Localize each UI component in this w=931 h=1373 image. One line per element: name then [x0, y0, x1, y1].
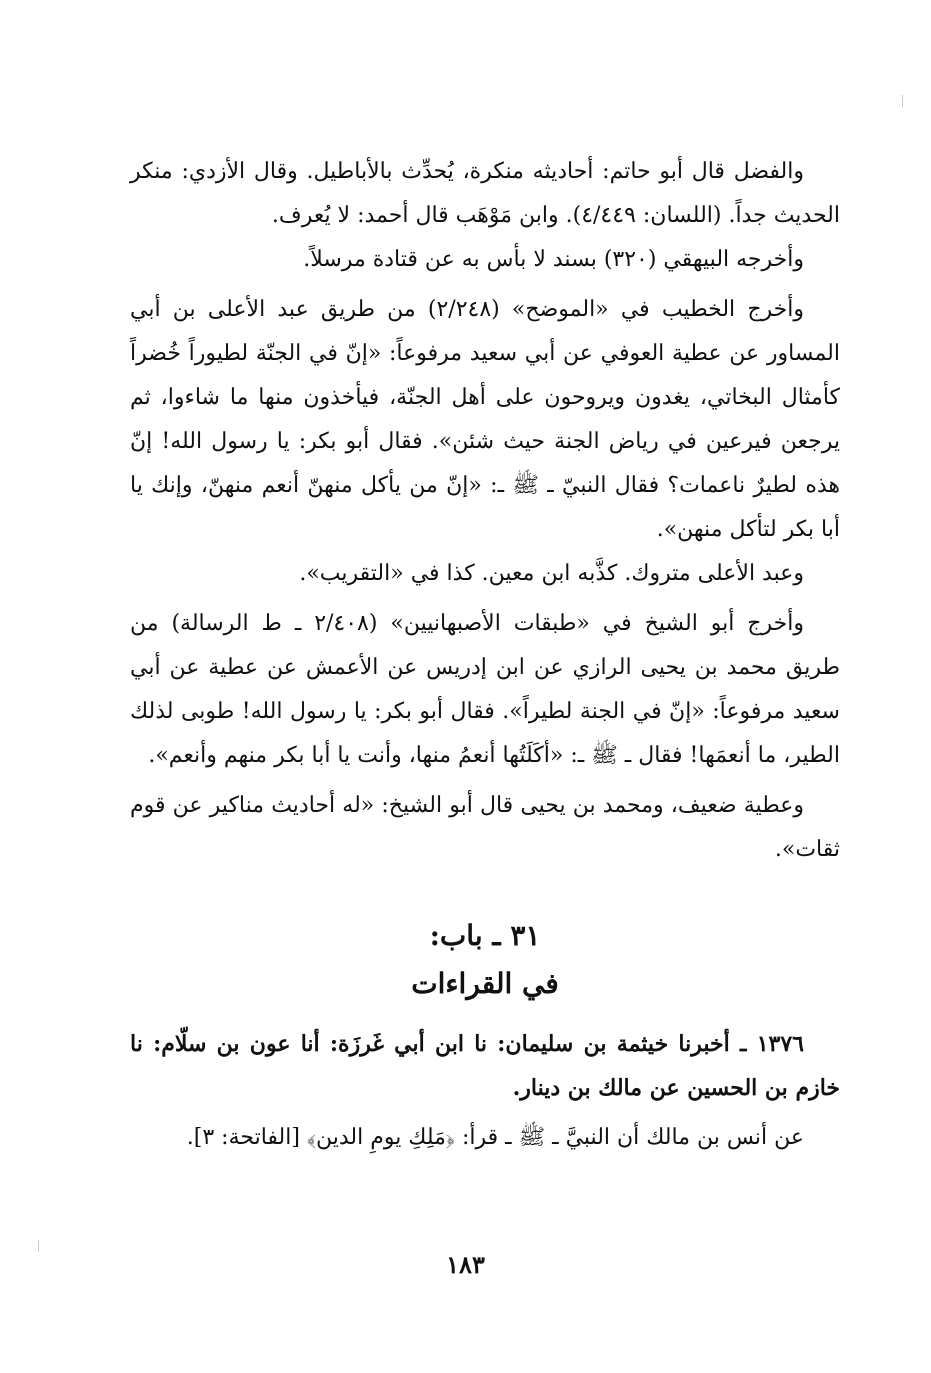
paragraph-abu-al-shaykh: وأخرج أبو الشيخ في «طبقات الأصبهانيين» (٢/٤٠٨ ـ ط الرسالة) من طريق محمد بن يحيى الرازي عن ابن إدريس عن الأعمش عن عطية عن أبي سعيد مرفوعاً: «إنّ في الجنة لطيراً». فقال أبو بكر: يا رسول الله! طوبى لذلك الطير، ما أنعمَها! فقال ـ ﷺ ـ: «أكَلَتُها أنعمُ منها، وأنت يا أبا بكر منهم وأنعم». — [130, 611, 840, 768]
paragraph-narrator-critique: والفضل قال أبو حاتم: أحاديثه منكرة، يُحدِّث بالأباطيل. وقال الأزدي: منكر الحديث جداً. (اللسان: ٤/٤٤٩). وابن مَوْهَب قال أحمد: لا يُعرف. — [130, 159, 840, 228]
paragraph-khatib: وأخرج الخطيب في «الموضح» (٢/٢٤٨) من طريق عبد الأعلى بن أبي المساور عن عطية العوفي عن أبي سعيد مرفوعاً: «إنّ في الجنّة لطيوراً خُضراً كأمثال البخاتي، يغدون ويروحون على أهل الجنّة، فيأخذون منها ما شاءوا، ثم يرجعن فيرعين في رياض الجنة حيث شئن». فقال أبو بكر: يا رسول الله! إنّ هذه لطيرٌ ناعمات؟ فقال النبيّ ـ ﷺ ـ: «إنّ من يأكل منهنّ أنعم منهنّ، وإنك يا أبا بكر لتأكل منهن». — [130, 297, 840, 542]
page-body — [130, 150, 840, 1160]
paragraph-atiyya: وعطية ضعيف، ومحمد بن يحيى قال أبو الشيخ: «له أحاديث مناكير عن قوم ثقات». — [130, 793, 840, 862]
chapter-heading — [130, 912, 840, 1008]
margin-mark — [38, 1240, 39, 1252]
margin-mark — [902, 95, 903, 107]
chapter-title: في القراءات — [411, 967, 559, 1000]
hadith-isnad: ١٣٧٦ ـ أخبرنا خيثمة بن سليمان: نا ابن أبي غَرزَة: أنا عون بن سلّام: نا خازم بن الحسين عن مالك بن دينار. — [130, 1031, 840, 1101]
page-number: ١٨٣ — [446, 1250, 485, 1279]
paragraph-bayhaqi: وأخرجه البيهقي (٣٢٠) بسند لا بأس به عن قتادة مرسلاً. — [303, 247, 804, 272]
chapter-number: ٣١ ـ باب: — [429, 919, 541, 952]
paragraph-abd-al-ala: وعبد الأعلى متروك. كذَّبه ابن معين. كذا في «التقريب». — [299, 561, 804, 586]
hadith-matn: عن أنس بن مالك أن النبيَّ ـ ﷺ ـ قرأ: ﴿مَلِكِ يومِ الدين﴾ [الفاتحة: ٣]. — [186, 1125, 804, 1150]
